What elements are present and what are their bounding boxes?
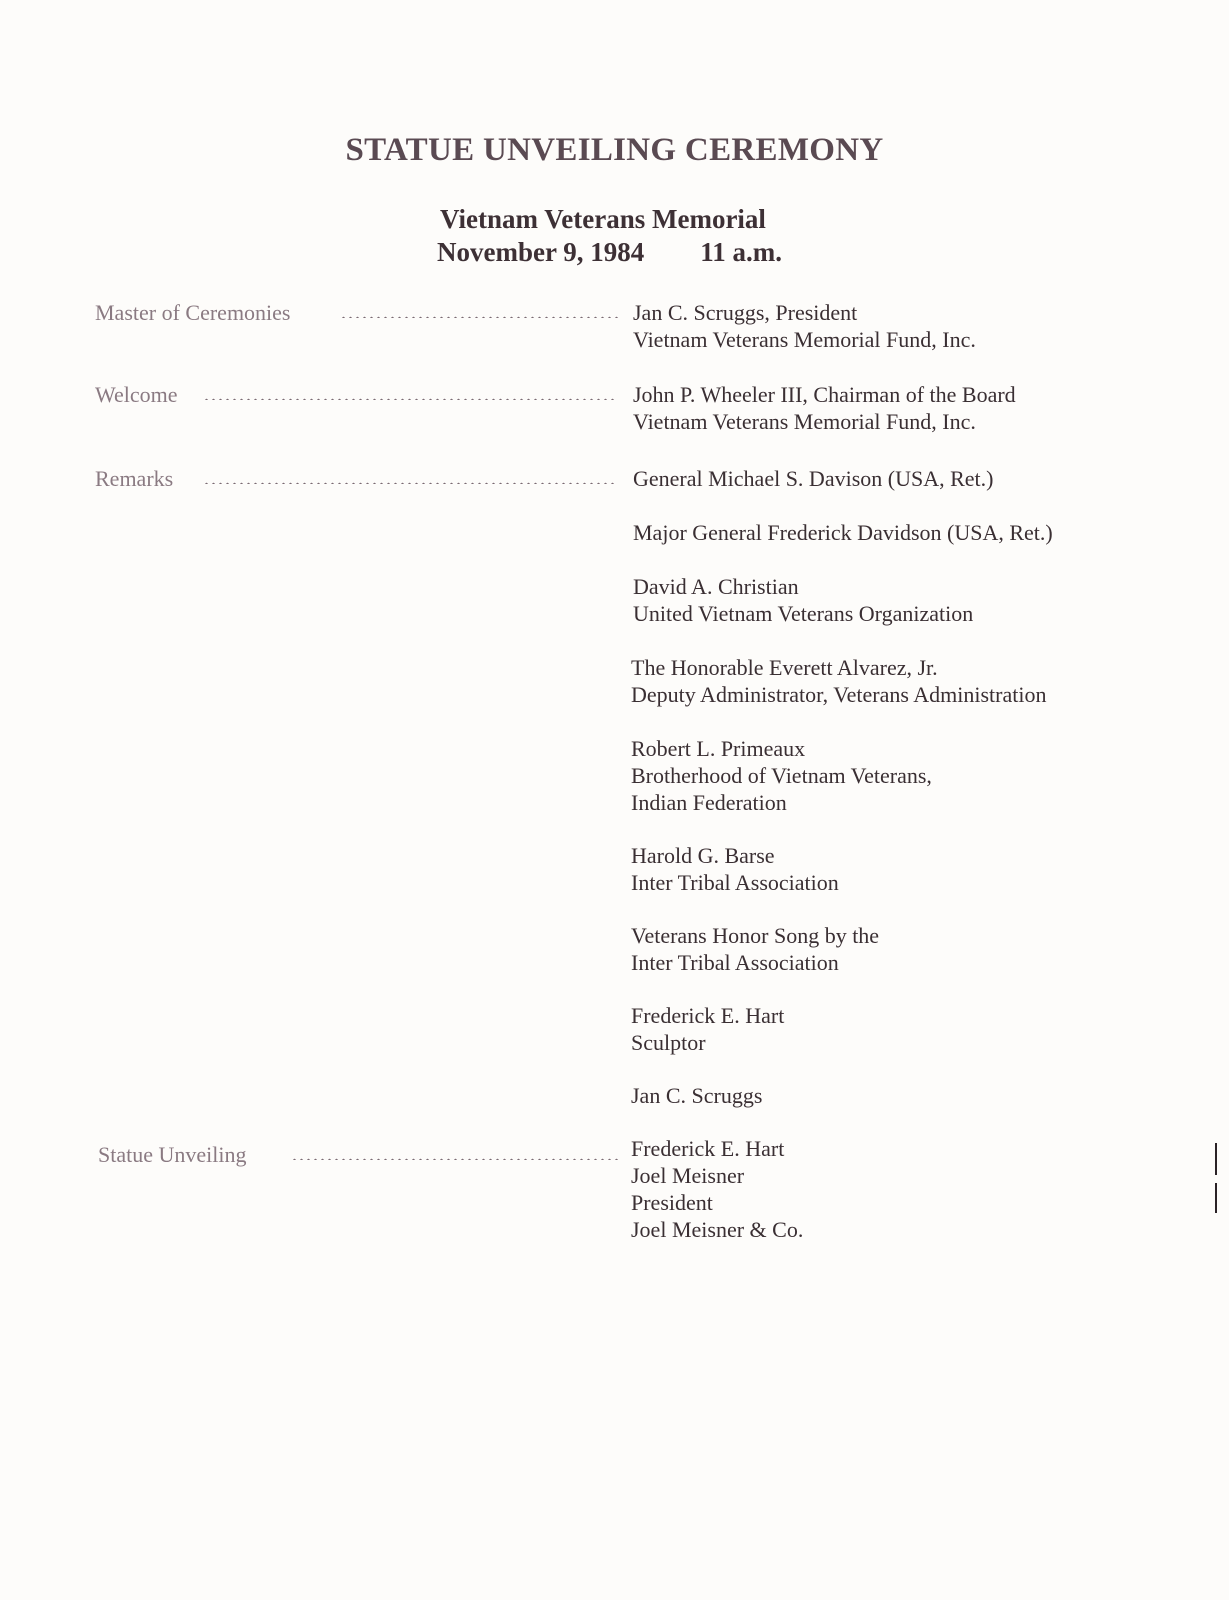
leader-dots [203, 482, 618, 484]
entry-honor-song: Veterans Honor Song by the Inter Tribal Association [631, 923, 880, 975]
date-time-line [437, 237, 782, 268]
ceremony-date: November 9, 1984 [437, 237, 645, 267]
entry-remarks-christian: David A. Christian United Vietnam Veterans Organization [633, 574, 974, 626]
label-statue-unveiling: Statue Unveiling [98, 1142, 247, 1167]
leader-dots [340, 316, 618, 318]
entry-remarks-barse: Harold G. Barse Inter Tribal Association [631, 843, 839, 895]
leader-dots [291, 1158, 618, 1160]
ceremony-time: 11 a.m. [700, 237, 782, 267]
entry-welcome: John P. Wheeler III, Chairman of the Board Vietnam Veterans Memorial Fund, Inc. [633, 382, 1016, 434]
memorial-name: Vietnam Veterans Memorial [440, 204, 766, 234]
entry-remarks-alvarez: The Honorable Everett Alvarez, Jr. Deputy Administrator, Veterans Administration [631, 655, 1047, 707]
entry-remarks-davison: General Michael S. Davison (USA, Ret.) [633, 466, 994, 491]
page-title: STATUE UNVEILING CEREMONY [345, 132, 884, 168]
entry-remarks-primeaux: Robert L. Primeaux Brotherhood of Vietnam Veterans, Indian Federation [631, 736, 932, 815]
label-master-of-ceremonies: Master of Ceremonies [95, 300, 291, 325]
margin-mark [1215, 1183, 1217, 1213]
leader-dots [203, 398, 618, 400]
entry-remarks-davidson: Major General Frederick Davidson (USA, Ret.) [633, 520, 1053, 545]
label-welcome: Welcome [95, 382, 178, 407]
entry-statue-unveiling: Frederick E. Hart Joel Meisner President Joel Meisner & Co. [631, 1136, 804, 1242]
label-remarks: Remarks [95, 466, 174, 491]
margin-mark [1215, 1143, 1217, 1175]
entry-master-of-ceremonies: Jan C. Scruggs, President Vietnam Veterans Memorial Fund, Inc. [633, 300, 976, 352]
entry-remarks-scruggs: Jan C. Scruggs [631, 1083, 763, 1108]
entry-remarks-hart: Frederick E. Hart Sculptor [631, 1003, 785, 1055]
